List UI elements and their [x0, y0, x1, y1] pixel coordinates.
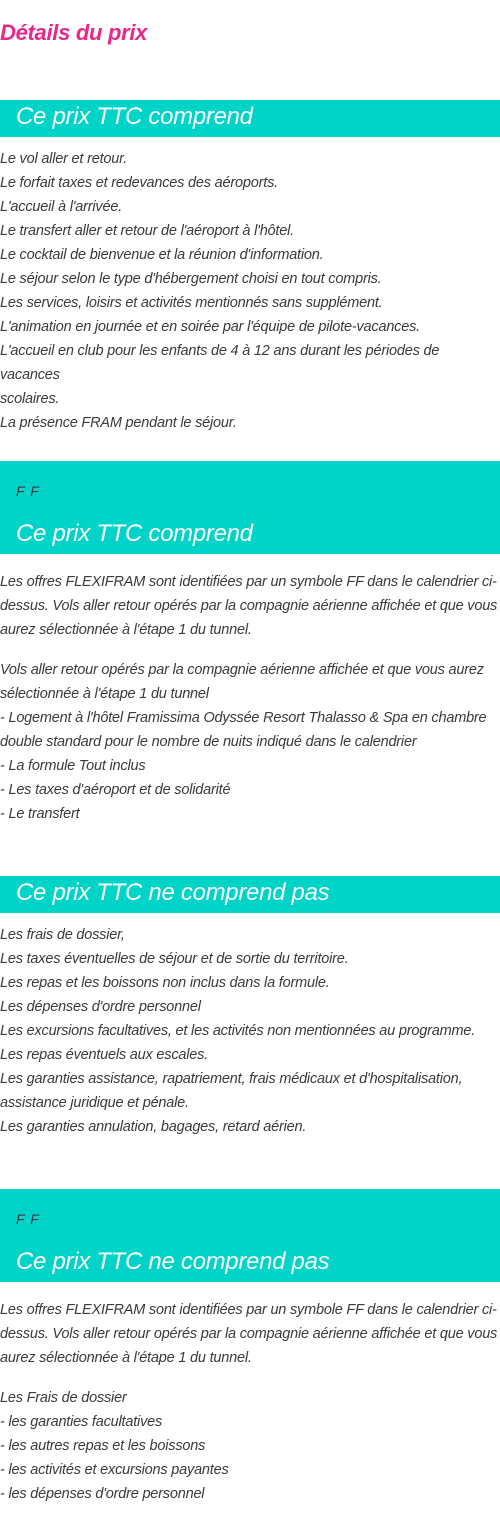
section-heading: Ce prix TTC ne comprend pas [16, 879, 330, 906]
list-item: Le transfert aller et retour de l'aéroport à l'hôtel. [0, 223, 294, 239]
flexifram-tag: F F [16, 483, 40, 499]
list-item: Les dépenses d'ordre personnel [0, 999, 201, 1015]
paragraph-line: aurez sélectionnée à l'étape 1 du tunnel. [0, 1350, 252, 1366]
list-item: - Logement à l'hôtel Framissima Odyssée Resort Thalasso & Spa en chambre [0, 710, 487, 726]
section-banner-flexifram-not-included [0, 1189, 500, 1282]
flexifram-not-included-list [0, 1386, 500, 1506]
paragraph-line: dessus. Vols aller retour opérés par la compagnie aérienne affichée et que vous [0, 1326, 498, 1342]
paragraph-line: dessus. Vols aller retour opérés par la compagnie aérienne affichée et que vous [0, 598, 498, 614]
included-list [0, 147, 500, 435]
list-item: L'animation en journée et en soirée par l'équipe de pilote-vacances. [0, 319, 420, 335]
list-item: Le cocktail de bienvenue et la réunion d'information. [0, 247, 324, 263]
list-item: Les repas et les boissons non inclus dans la formule. [0, 975, 330, 991]
list-item: - les activités et excursions payantes [0, 1462, 229, 1478]
list-item: L'accueil en club pour les enfants de 4 à 12 ans durant les périodes de vacances [0, 343, 440, 383]
flexifram-tag: F F [16, 1211, 40, 1227]
list-item: Les taxes éventuelles de séjour et de sortie du territoire. [0, 951, 349, 967]
list-item: Les services, loisirs et activités mentionnés sans supplément. [0, 295, 383, 311]
list-item: - Les taxes d'aéroport et de solidarité [0, 782, 231, 798]
list-item: Les excursions facultatives, et les activités non mentionnées au programme. [0, 1023, 476, 1039]
section-banner-not-included [0, 876, 500, 913]
section-heading: Ce prix TTC ne comprend pas [16, 1248, 330, 1275]
not-included-list [0, 923, 500, 1139]
list-item: - les garanties facultatives [0, 1414, 163, 1430]
list-item: Vols aller retour opérés par la compagnie aérienne affichée et que vous aurez [0, 662, 484, 678]
section-banner-flexifram-included [0, 461, 500, 554]
page-title: Détails du prix [0, 20, 148, 45]
list-item: La présence FRAM pendant le séjour. [0, 415, 237, 431]
list-item: - Le transfert [0, 806, 80, 822]
list-item: Les garanties annulation, bagages, retard aérien. [0, 1119, 307, 1135]
list-item: sélectionnée à l'étape 1 du tunnel [0, 686, 209, 702]
paragraph-line: Les offres FLEXIFRAM sont identifiées par un symbole FF dans le calendrier ci- [0, 574, 497, 590]
list-item: Le vol aller et retour. [0, 151, 128, 167]
list-item: scolaires. [0, 391, 60, 407]
section-heading: Ce prix TTC comprend [16, 520, 253, 547]
list-item: Les repas éventuels aux escales. [0, 1047, 209, 1063]
list-item: Le forfait taxes et redevances des aéroports. [0, 175, 278, 191]
list-item: - La formule Tout inclus [0, 758, 146, 774]
flexifram-not-included-intro [0, 1298, 500, 1370]
flexifram-included-intro [0, 570, 500, 642]
list-item: Le séjour selon le type d'hébergement choisi en tout compris. [0, 271, 382, 287]
list-item: assistance juridique et pénale. [0, 1095, 189, 1111]
section-banner-included [0, 100, 500, 137]
list-item: L'accueil à l'arrivée. [0, 199, 123, 215]
list-item: double standard pour le nombre de nuits indiqué dans le calendrier [0, 734, 417, 750]
list-item: Les garanties assistance, rapatriement, frais médicaux et d'hospitalisation, [0, 1071, 463, 1087]
list-item: Les Frais de dossier [0, 1390, 127, 1406]
list-item: Les frais de dossier, [0, 927, 125, 943]
section-heading: Ce prix TTC comprend [16, 103, 253, 130]
paragraph-line: aurez sélectionnée à l'étape 1 du tunnel. [0, 622, 252, 638]
paragraph-line: Les offres FLEXIFRAM sont identifiées par un symbole FF dans le calendrier ci- [0, 1302, 497, 1318]
list-item: - les autres repas et les boissons [0, 1438, 206, 1454]
flexifram-included-list [0, 658, 500, 826]
list-item: - les dépenses d'ordre personnel [0, 1486, 205, 1502]
